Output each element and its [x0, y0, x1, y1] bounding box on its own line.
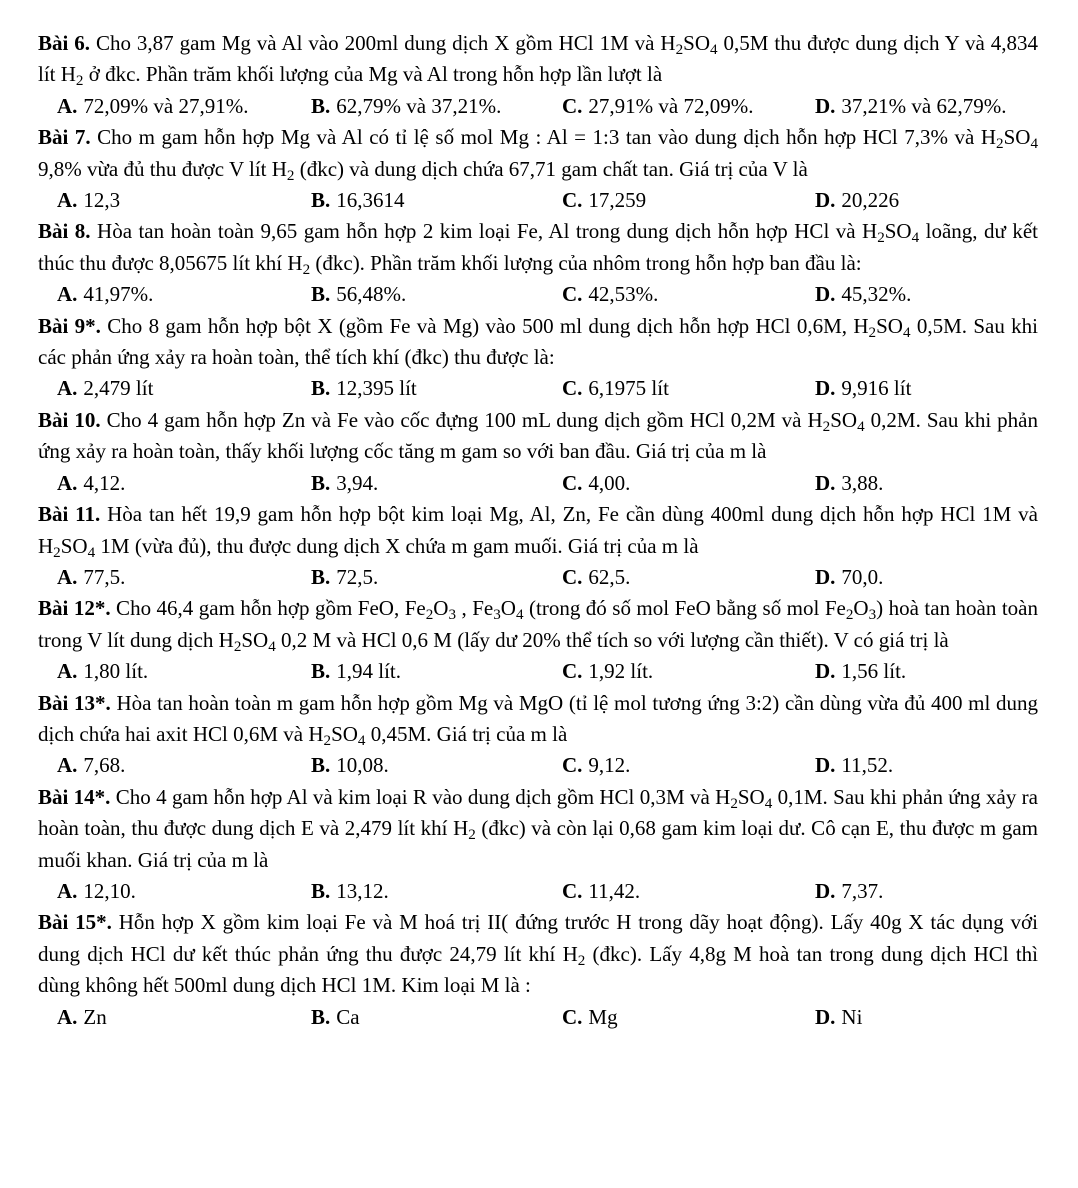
answer-option: [562, 91, 815, 122]
option-letter: D.: [815, 282, 836, 307]
option-letter: D.: [815, 564, 836, 589]
problem-stem: [38, 593, 1038, 656]
option-letter: B.: [311, 878, 331, 903]
option-letter: D.: [815, 878, 836, 903]
stem-text: SO: [737, 784, 765, 809]
answer-option: [311, 373, 562, 404]
subscript: 4: [268, 638, 276, 655]
subscript: 2: [730, 795, 738, 812]
problem-stem: [38, 782, 1038, 876]
answer-option: [311, 185, 562, 216]
stem-text: 1M (vừa đủ), thu được dung dịch X chứa m gam muối. Giá trị của m là: [95, 533, 699, 558]
stem-text: Cho 46,4 gam hỗn hợp gồm FeO, Fe: [110, 596, 426, 621]
option-text: 11,42.: [588, 878, 641, 903]
option-letter: B.: [311, 564, 331, 589]
answer-options: [38, 750, 1038, 781]
answer-option: [815, 185, 899, 216]
option-letter: B.: [311, 282, 331, 307]
problem-number: Bài 10.: [38, 407, 101, 432]
stem-text: Hỗn hợp X gồm kim loại Fe và M hoá trị II( đứng trước H trong dãy hoạt động). Lấy 40g X tác dụng với dung dịch HCl dư kết thúc phản ứng thu được 24,79 lít khí H: [38, 910, 1038, 966]
option-text: 70,0.: [841, 564, 884, 589]
problem-block: [38, 688, 1038, 782]
option-letter: B.: [311, 753, 331, 778]
answer-option: [815, 750, 893, 781]
answer-option: [815, 1002, 862, 1033]
answer-option: [311, 562, 562, 593]
answer-options: [38, 562, 1038, 593]
answer-option: [815, 562, 883, 593]
problem-number: Bài 15*.: [38, 910, 112, 935]
subscript: 4: [515, 607, 524, 624]
option-letter: A.: [57, 376, 78, 401]
subscript: 4: [902, 324, 911, 341]
subscript: 2: [577, 952, 586, 969]
subscript: 2: [822, 418, 831, 435]
answer-option: [815, 656, 906, 687]
stem-text: O: [433, 596, 449, 621]
option-text: 9,12.: [588, 753, 631, 778]
subscript: 2: [845, 607, 854, 624]
stem-text: Hòa tan hết 19,9 gam hỗn hợp bột kim loại Mg, Al, Zn, Fe cần dùng 400ml dung dịch hỗn hợp HCl 1M và H: [38, 502, 1038, 558]
stem-text: (đkc). Phần trăm khối lượng của nhôm trong hỗn hợp ban đầu là:: [310, 250, 862, 275]
answer-option: [57, 1002, 311, 1033]
subscript: 2: [996, 135, 1004, 152]
problem-number: Bài 12*.: [38, 596, 111, 621]
answer-option: [562, 562, 815, 593]
problem-stem: [38, 311, 1038, 374]
answer-option: [57, 468, 311, 499]
stem-text: SO: [60, 533, 88, 558]
stem-text: loãng, dư kết thúc thu được 8,05675 lít khí H: [38, 219, 1038, 275]
answer-option: [57, 185, 311, 216]
answer-option: [57, 876, 311, 907]
option-letter: A.: [57, 878, 78, 903]
subscript: 2: [286, 167, 295, 184]
subscript: 2: [868, 324, 877, 341]
option-text: 11,52.: [841, 753, 894, 778]
option-text: 12,10.: [83, 878, 136, 903]
option-text: 62,5.: [588, 564, 631, 589]
option-letter: C.: [562, 753, 583, 778]
stem-text: (đkc) và dung dịch chứa 67,71 gam chất tan. Giá trị của V là: [294, 156, 808, 181]
answer-option: [311, 656, 562, 687]
option-letter: A.: [57, 659, 78, 684]
stem-text: SO: [830, 407, 858, 432]
answer-option: [311, 1002, 562, 1033]
option-letter: C.: [562, 376, 583, 401]
problem-number: Bài 9*.: [38, 313, 101, 338]
problem-number: Bài 6.: [38, 31, 91, 55]
subscript: 4: [357, 732, 366, 749]
problem-block: [38, 782, 1038, 908]
stem-text: (đkc). Lấy 4,8g M hoà tan trong dung dịch HCl thì dùng không hết 500ml dung dịch HCl 1M. Kim loại M là :: [38, 941, 1038, 998]
problem-stem: [38, 499, 1038, 562]
option-text: Zn: [83, 1004, 107, 1029]
option-letter: B.: [311, 659, 331, 684]
stem-text: ở đkc. Phần trăm khối lượng của Mg và Al trong hỗn hợp lần lượt là: [83, 62, 663, 87]
problem-number: Bài 11.: [38, 502, 101, 527]
option-letter: D.: [815, 376, 836, 401]
subscript: 2: [468, 826, 476, 843]
stem-text: , Fe: [456, 596, 494, 621]
subscript: 2: [675, 41, 684, 58]
problem-stem: [38, 688, 1038, 751]
subscript: 2: [425, 607, 434, 624]
answer-options: [38, 373, 1038, 404]
option-letter: C.: [562, 282, 583, 307]
option-text: 77,5.: [83, 564, 126, 589]
option-text: 37,21% và 62,79%.: [841, 93, 1007, 118]
stem-text: 9,8% vừa đủ thu được V lít H: [38, 156, 287, 181]
problem-block: [38, 907, 1038, 1033]
answer-option: [57, 656, 311, 687]
answer-options: [38, 185, 1038, 216]
problem-stem: [38, 216, 1038, 279]
option-text: 27,91% và 72,09%.: [588, 93, 754, 118]
answer-option: [311, 91, 562, 122]
answer-option: [562, 750, 815, 781]
subscript: 4: [1030, 135, 1038, 152]
option-letter: A.: [57, 470, 78, 495]
problem-block: [38, 499, 1038, 593]
subscript: 2: [302, 261, 311, 278]
stem-text: 0,5M. Sau khi các phản ứng xảy ra hoàn toàn, thể tích khí (đkc) thu được là:: [38, 313, 1038, 370]
stem-text: (đkc) và còn lại 0,68 gam kim loại dư. Cô cạn E, thu được m gam muối khan. Giá trị của m là: [38, 816, 1038, 872]
stem-text: Hòa tan hoàn toàn 9,65 gam hỗn hợp 2 kim loại Fe, Al trong dung dịch hỗn hợp HCl và H: [90, 219, 878, 244]
problem-block: [38, 216, 1038, 310]
problem-number: Bài 7.: [38, 125, 91, 150]
option-letter: D.: [815, 188, 836, 213]
problem-block: [38, 28, 1038, 122]
option-text: 20,226: [841, 188, 900, 213]
option-text: 72,5.: [336, 564, 379, 589]
stem-text: SO: [876, 313, 903, 338]
option-text: Ni: [841, 1004, 863, 1029]
option-text: 4,00.: [588, 470, 631, 495]
option-text: 3,88.: [841, 470, 884, 495]
answer-options: [38, 1002, 1038, 1033]
answer-option: [57, 373, 311, 404]
option-text: 9,916 lít: [841, 376, 912, 401]
answer-option: [562, 279, 815, 310]
subscript: 2: [323, 732, 332, 749]
answer-option: [311, 750, 562, 781]
stem-text: SO: [241, 627, 269, 652]
option-text: 42,53%.: [588, 282, 659, 307]
option-text: 10,08.: [336, 753, 389, 778]
option-letter: A.: [57, 1004, 78, 1029]
option-letter: C.: [562, 188, 583, 213]
option-text: 1,56 lít.: [841, 659, 907, 684]
problem-block: [38, 593, 1038, 687]
answer-options: [38, 468, 1038, 499]
option-letter: A.: [57, 188, 78, 213]
subscript: 3: [868, 607, 877, 624]
option-text: 7,68.: [83, 753, 126, 778]
answer-options: [38, 876, 1038, 907]
answer-option: [815, 876, 883, 907]
option-text: 72,09% và 27,91%.: [83, 93, 249, 118]
option-letter: B.: [311, 470, 331, 495]
subscript: 4: [764, 795, 773, 812]
problem-stem: [38, 122, 1038, 185]
option-letter: C.: [562, 470, 583, 495]
problem-block: [38, 122, 1038, 216]
answer-option: [57, 750, 311, 781]
option-letter: A.: [57, 93, 78, 118]
problem-block: [38, 311, 1038, 405]
answer-option: [311, 876, 562, 907]
answer-option: [57, 91, 311, 122]
option-text: 62,79% và 37,21%.: [336, 93, 502, 118]
answer-option: [562, 656, 815, 687]
problem-number: Bài 14*.: [38, 784, 111, 809]
stem-text: (trong đó số mol FeO bằng số mol Fe: [523, 596, 846, 621]
answer-option: [815, 279, 911, 310]
option-text: Ca: [336, 1004, 360, 1029]
option-text: 7,37.: [841, 878, 884, 903]
option-letter: C.: [562, 1004, 583, 1029]
problem-number: Bài 13*.: [38, 690, 111, 715]
answer-option: [57, 279, 311, 310]
option-letter: B.: [311, 93, 331, 118]
subscript: 3: [493, 607, 501, 624]
answer-option: [562, 876, 815, 907]
option-text: Mg: [588, 1004, 618, 1029]
stem-text: O: [500, 596, 516, 621]
subscript: 2: [53, 544, 61, 561]
answer-option: [815, 91, 1006, 122]
answer-option: [57, 562, 311, 593]
option-text: 1,94 lít.: [336, 659, 402, 684]
stem-text: Cho 8 gam hỗn hợp bột X (gồm Fe và Mg) vào 500 ml dung dịch hỗn hợp HCl 0,6M, H: [100, 313, 869, 338]
stem-text: Cho m gam hỗn hợp Mg và Al có tỉ lệ số mol Mg : Al = 1:3 tan vào dung dịch hỗn hợp HCl 7,3% và H: [90, 125, 997, 150]
answer-option: [815, 373, 911, 404]
option-text: 6,1975 lít: [588, 376, 669, 401]
option-letter: B.: [311, 1004, 331, 1029]
subscript: 3: [448, 607, 456, 624]
option-letter: D.: [815, 659, 836, 684]
option-text: 45,32%.: [841, 282, 912, 307]
answer-option: [562, 468, 815, 499]
problem-stem: [38, 907, 1038, 1001]
stem-text: Cho 3,87 gam Mg và Al vào 200ml dung dịch X gồm HCl 1M và H: [90, 31, 676, 55]
stem-text: 0,45M. Giá trị của m là: [365, 721, 568, 746]
stem-text: O: [853, 596, 869, 621]
option-text: 2,479 lít: [83, 376, 154, 401]
stem-text: SO: [331, 721, 358, 746]
answer-options: [38, 91, 1038, 122]
option-letter: D.: [815, 753, 836, 778]
option-letter: C.: [562, 93, 583, 118]
subscript: 2: [877, 230, 885, 247]
option-text: 41,97%.: [83, 282, 154, 307]
option-text: 56,48%.: [336, 282, 407, 307]
subscript: 2: [233, 638, 242, 655]
option-text: 12,3: [83, 188, 121, 213]
answer-options: [38, 656, 1038, 687]
option-text: 13,12.: [336, 878, 389, 903]
option-letter: A.: [57, 753, 78, 778]
option-text: 4,12.: [83, 470, 126, 495]
option-text: 1,80 lít.: [83, 659, 149, 684]
subscript: 4: [911, 230, 920, 247]
option-letter: A.: [57, 282, 78, 307]
option-letter: A.: [57, 564, 78, 589]
problem-block: [38, 405, 1038, 499]
stem-text: Hòa tan hoàn toàn m gam hỗn hợp gồm Mg và MgO (tỉ lệ mol tương ứng 3:2) cần dùng vừa đủ 400 ml dung dịch chứa hai axit HCl 0,6M và H: [38, 690, 1038, 746]
option-text: 3,94.: [336, 470, 379, 495]
stem-text: Cho 4 gam hỗn hợp Al và kim loại R vào dung dịch gồm HCl 0,3M và H: [110, 784, 731, 809]
stem-text: 0,1M. Sau khi phản ứng xảy ra hoàn toàn, thu được dung dịch E và 2,479 lít khí H: [38, 784, 1038, 841]
option-text: 16,3614: [336, 188, 405, 213]
option-letter: B.: [311, 188, 331, 213]
answer-option: [815, 468, 883, 499]
subscript: 2: [75, 73, 84, 90]
answer-options: [38, 279, 1038, 310]
option-text: 1,92 lít.: [588, 659, 654, 684]
answer-option: [311, 279, 562, 310]
answer-option: [311, 468, 562, 499]
answer-option: [562, 373, 815, 404]
stem-text: ) hoà tan hoàn toàn trong V lít dung dịch H: [38, 596, 1039, 652]
option-letter: D.: [815, 1004, 836, 1029]
option-letter: B.: [311, 376, 331, 401]
problem-number: Bài 8.: [38, 219, 91, 244]
stem-text: SO: [884, 219, 912, 244]
stem-text: SO: [1003, 125, 1031, 150]
option-text: 17,259: [588, 188, 647, 213]
stem-text: 0,2 M và HCl 0,6 M (lấy dư 20% thể tích so với lượng cần thiết). V có giá trị là: [275, 627, 949, 652]
stem-text: Cho 4 gam hỗn hợp Zn và Fe vào cốc đựng 100 mL dung dịch gồm HCl 0,2M và H: [100, 407, 823, 432]
stem-text: SO: [683, 31, 711, 55]
option-letter: C.: [562, 659, 583, 684]
problem-stem: [38, 28, 1038, 91]
option-letter: C.: [562, 878, 583, 903]
subscript: 4: [710, 41, 718, 58]
option-letter: D.: [815, 93, 836, 118]
subscript: 4: [857, 418, 865, 435]
option-text: 12,395 lít: [336, 376, 417, 401]
stem-text: 0,5M thu được dung dịch Y và 4,834 lít H: [38, 31, 1038, 87]
answer-option: [562, 185, 815, 216]
problem-list: [38, 28, 1038, 1033]
option-letter: D.: [815, 470, 836, 495]
answer-option: [562, 1002, 815, 1033]
stem-text: 0,2M. Sau khi phản ứng xảy ra hoàn toàn, thấy khối lượng cốc tăng m gam so với ban đầu. Giá trị của m là: [38, 407, 1038, 464]
subscript: 4: [87, 544, 96, 561]
option-letter: C.: [562, 564, 583, 589]
problem-stem: [38, 405, 1038, 468]
